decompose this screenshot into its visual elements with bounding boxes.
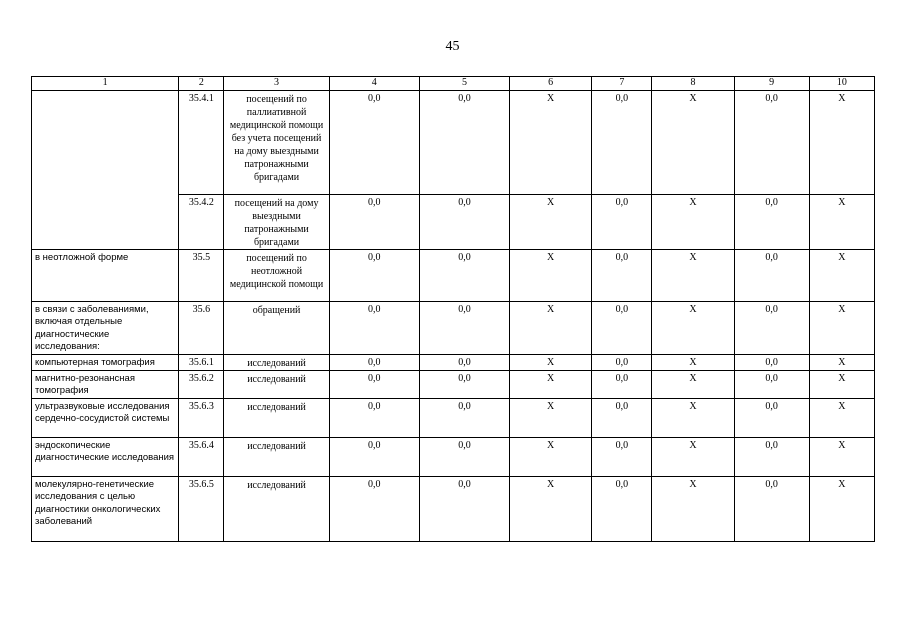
row-value-cell: 0,0 — [734, 370, 809, 398]
row-name-cell: в неотложной форме — [32, 249, 179, 301]
row-value-cell: Х — [809, 476, 874, 541]
row-unit-cell: исследований — [224, 370, 329, 398]
row-value-cell: 0,0 — [419, 354, 509, 370]
row-unit-cell: исследований — [224, 476, 329, 541]
row-value-cell: 0,0 — [734, 301, 809, 354]
row-value-cell: 0,0 — [329, 301, 419, 354]
table-row — [32, 354, 875, 370]
row-value-cell: 0,0 — [329, 370, 419, 398]
row-name-cell: ультразвуковые исследования сердечно-сосудистой системы — [32, 398, 179, 437]
row-value-cell: 0,0 — [592, 370, 652, 398]
row-value-cell: Х — [652, 476, 734, 541]
header-cell-10: 10 — [809, 77, 874, 91]
row-value-cell: 0,0 — [734, 398, 809, 437]
row-code-cell: 35.5 — [179, 249, 224, 301]
row-value-cell: Х — [510, 301, 592, 354]
row-value-cell: Х — [809, 370, 874, 398]
row-value-cell: 0,0 — [734, 476, 809, 541]
header-row — [32, 77, 875, 91]
row-value-cell: Х — [652, 354, 734, 370]
row-unit-cell: посещений на дому выездными патронажными бригадами — [224, 194, 329, 249]
row-unit-cell: исследований — [224, 398, 329, 437]
row-value-cell: Х — [510, 476, 592, 541]
row-value-cell: 0,0 — [734, 437, 809, 476]
row-value-cell: Х — [652, 370, 734, 398]
row-unit-cell: исследований — [224, 354, 329, 370]
row-value-cell: 0,0 — [592, 249, 652, 301]
row-value-cell: 0,0 — [419, 194, 509, 249]
row-value-cell: Х — [809, 194, 874, 249]
row-value-cell: 0,0 — [592, 354, 652, 370]
row-code-cell: 35.6.2 — [179, 370, 224, 398]
header-cell-4: 4 — [329, 77, 419, 91]
row-value-cell: 0,0 — [592, 398, 652, 437]
table-row — [32, 90, 875, 194]
row-value-cell: 0,0 — [419, 301, 509, 354]
row-unit-cell: исследований — [224, 437, 329, 476]
data-table — [31, 76, 875, 542]
header-cell-6: 6 — [510, 77, 592, 91]
row-code-cell: 35.4.1 — [179, 90, 224, 194]
table-row — [32, 476, 875, 541]
row-code-cell: 35.6.4 — [179, 437, 224, 476]
row-unit-cell: посещений по паллиативной медицинской помощи без учета посещений на дому выездными патронажными бригадами — [224, 90, 329, 194]
row-value-cell: 0,0 — [329, 194, 419, 249]
row-value-cell: Х — [510, 90, 592, 194]
row-unit-cell: посещений по неотложной медицинской помощи — [224, 249, 329, 301]
row-value-cell: 0,0 — [329, 90, 419, 194]
row-value-cell: 0,0 — [734, 249, 809, 301]
table-row — [32, 437, 875, 476]
row-name-cell: магнитно-резонансная томография — [32, 370, 179, 398]
row-value-cell: 0,0 — [419, 370, 509, 398]
row-value-cell: 0,0 — [419, 476, 509, 541]
row-value-cell: Х — [510, 194, 592, 249]
row-value-cell: 0,0 — [329, 354, 419, 370]
row-value-cell: Х — [652, 437, 734, 476]
row-name-cell: в связи с заболеваниями, включая отдельные диагностические исследования: — [32, 301, 179, 354]
row-code-cell: 35.6.5 — [179, 476, 224, 541]
row-value-cell: 0,0 — [734, 354, 809, 370]
row-value-cell: 0,0 — [329, 249, 419, 301]
header-cell-2: 2 — [179, 77, 224, 91]
row-value-cell: 0,0 — [419, 398, 509, 437]
page-number: 45 — [445, 39, 460, 54]
row-value-cell: 0,0 — [592, 437, 652, 476]
row-value-cell: Х — [510, 249, 592, 301]
header-cell-1: 1 — [32, 77, 179, 91]
row-value-cell: Х — [652, 90, 734, 194]
row-value-cell: Х — [652, 301, 734, 354]
row-value-cell: Х — [809, 249, 874, 301]
row-name-cell: молекулярно-генетические исследования с целью диагностики онкологических заболеваний — [32, 476, 179, 541]
row-value-cell: 0,0 — [419, 437, 509, 476]
row-name-cell — [32, 90, 179, 249]
row-value-cell: 0,0 — [592, 90, 652, 194]
row-value-cell: 0,0 — [419, 249, 509, 301]
row-value-cell: 0,0 — [329, 437, 419, 476]
row-value-cell: Х — [809, 437, 874, 476]
row-value-cell: 0,0 — [734, 90, 809, 194]
row-code-cell: 35.6.3 — [179, 398, 224, 437]
row-unit-cell: обращений — [224, 301, 329, 354]
row-value-cell: 0,0 — [592, 476, 652, 541]
row-value-cell: 0,0 — [329, 398, 419, 437]
row-value-cell: 0,0 — [734, 194, 809, 249]
row-value-cell: Х — [510, 398, 592, 437]
row-value-cell: Х — [809, 301, 874, 354]
table-row — [32, 301, 875, 354]
row-value-cell: Х — [510, 354, 592, 370]
row-value-cell: Х — [652, 194, 734, 249]
header-cell-3: 3 — [224, 77, 329, 91]
row-value-cell: Х — [510, 370, 592, 398]
row-value-cell: Х — [809, 90, 874, 194]
row-code-cell: 35.6 — [179, 301, 224, 354]
header-cell-8: 8 — [652, 77, 734, 91]
row-name-cell: компьютерная томография — [32, 354, 179, 370]
row-value-cell: 0,0 — [592, 194, 652, 249]
table-row — [32, 249, 875, 301]
header-cell-7: 7 — [592, 77, 652, 91]
row-value-cell: Х — [809, 398, 874, 437]
table-row — [32, 370, 875, 398]
row-value-cell: Х — [652, 398, 734, 437]
row-value-cell: 0,0 — [329, 476, 419, 541]
table-row — [32, 398, 875, 437]
header-cell-9: 9 — [734, 77, 809, 91]
row-name-cell: эндоскопические диагностические исследования — [32, 437, 179, 476]
row-code-cell: 35.4.2 — [179, 194, 224, 249]
row-value-cell: Х — [809, 354, 874, 370]
row-value-cell: Х — [652, 249, 734, 301]
row-value-cell: Х — [510, 437, 592, 476]
header-cell-5: 5 — [419, 77, 509, 91]
row-code-cell: 35.6.1 — [179, 354, 224, 370]
row-value-cell: 0,0 — [592, 301, 652, 354]
row-value-cell: 0,0 — [419, 90, 509, 194]
